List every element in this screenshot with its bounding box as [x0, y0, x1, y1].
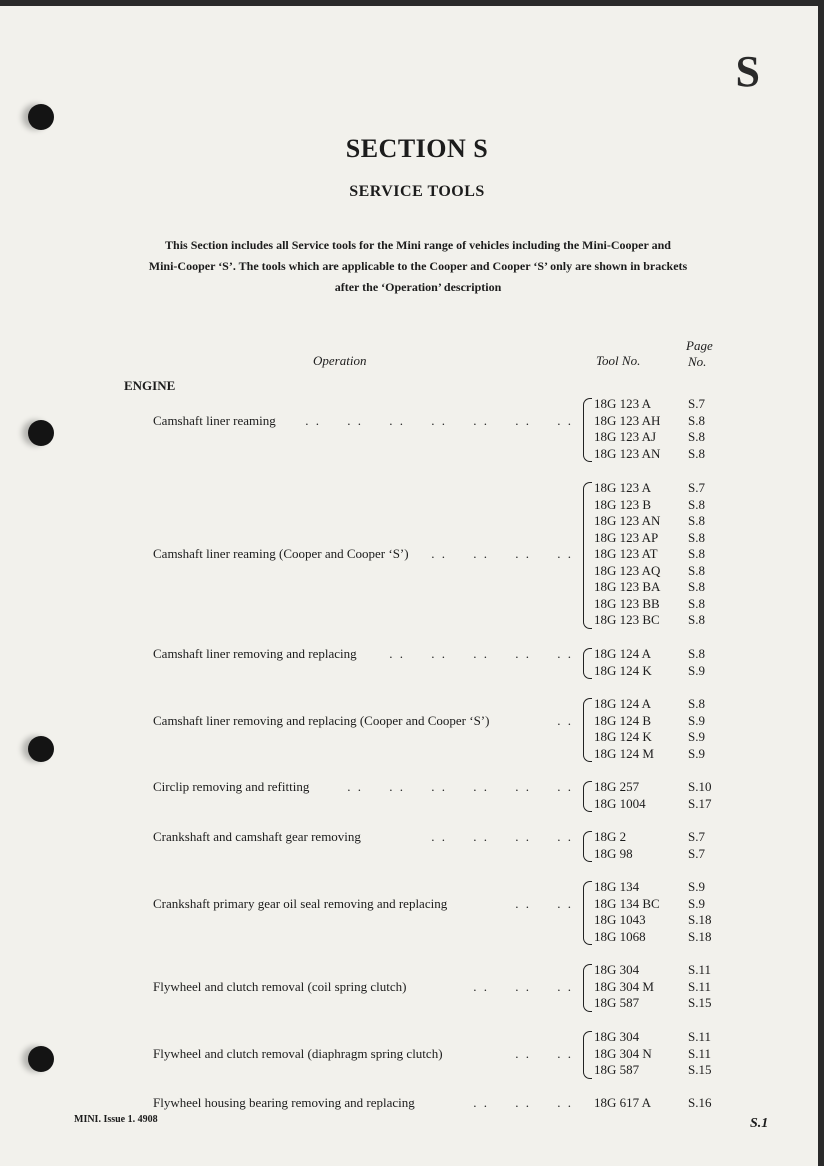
leader-dots: . .	[557, 712, 573, 728]
footer-page-number: S.1	[750, 1116, 769, 1131]
tool-group-brace	[583, 482, 592, 629]
leader-dots: . . . . . .	[473, 978, 573, 994]
leader-dots: . . . . . .	[473, 1095, 573, 1110]
page-reference: S.10	[688, 779, 712, 794]
page-reference: S.8	[688, 696, 705, 711]
page-reference: S.11	[688, 962, 711, 977]
page-subtitle: SERVICE TOOLS	[349, 183, 485, 200]
section-letter: S	[735, 47, 760, 96]
tool-number: 18G 134	[594, 879, 640, 894]
page-reference: S.7	[688, 396, 705, 411]
leader-dots: . . . . . . . .	[431, 546, 573, 561]
page-reference: S.8	[688, 412, 705, 428]
page-reference: S.8	[688, 546, 705, 561]
page-reference: S.8	[688, 496, 705, 512]
binder-hole	[28, 104, 54, 130]
tool-number: 18G 98	[594, 845, 633, 861]
page-reference: S.8	[688, 595, 705, 611]
tool-number: 18G 123 AP	[594, 529, 659, 545]
tool-number: 18G 123 AH	[594, 412, 661, 428]
tool-number: 18G 134 BC	[594, 895, 660, 911]
tool-number: 18G 123 BB	[594, 595, 660, 611]
page-reference: S.15	[688, 995, 712, 1010]
column-header-page: Page	[686, 338, 713, 353]
operation-name	[153, 1046, 573, 1063]
operation-label: Crankshaft primary gear oil seal removing and replacing	[153, 895, 448, 911]
leader-dots: . . . . . . . . . . . .	[347, 779, 573, 794]
operation-name	[153, 896, 573, 913]
operation-name	[153, 979, 573, 996]
tool-number: 18G 123 AN	[594, 513, 661, 528]
tool-number: 18G 124 A	[594, 646, 652, 661]
page-reference: S.11	[688, 1029, 711, 1044]
tool-number: 18G 123 B	[594, 496, 652, 512]
tool-number: 18G 617 A	[594, 1095, 652, 1110]
tool-number: 18G 124 B	[594, 712, 652, 728]
tool-number: 18G 123 AJ	[594, 429, 657, 444]
page-reference: S.8	[688, 529, 705, 545]
intro-line: Mini-Cooper ‘S’. The tools which are applicable to the Cooper and Cooper ‘S’ only are shown in brackets	[148, 259, 688, 273]
tool-number: 18G 123 BC	[594, 612, 660, 627]
tool-number: 18G 123 A	[594, 396, 652, 411]
page-reference: S.16	[688, 1095, 712, 1110]
page-reference: S.11	[688, 1045, 711, 1061]
intro-line: This Section includes all Service tools for the Mini range of vehicles including the Mini-Cooper and	[165, 238, 671, 252]
tool-number: 18G 123 AQ	[594, 562, 661, 578]
operation-label: Camshaft liner reaming (Cooper and Cooper ‘S’)	[153, 546, 409, 561]
tool-number: 18G 304 M	[594, 978, 654, 994]
tool-number: 18G 1068	[594, 928, 646, 944]
page-reference: S.8	[688, 562, 705, 578]
binder-hole	[28, 420, 54, 446]
tool-number: 18G 304	[594, 1029, 640, 1044]
operation-label: Camshaft liner reaming	[153, 412, 276, 428]
page-title: SECTION S	[345, 134, 489, 163]
tool-number: 18G 123 BA	[594, 579, 661, 594]
page-reference: S.9	[688, 662, 705, 678]
leader-dots: . . . .	[515, 1045, 573, 1061]
page-reference: S.17	[688, 795, 712, 811]
binder-hole	[28, 1046, 54, 1072]
tool-number: 18G 123 A	[594, 480, 652, 495]
tool-group-brace	[583, 881, 592, 945]
leader-dots: . . . . . . . .	[431, 829, 573, 844]
tool-number: 18G 124 K	[594, 729, 652, 744]
tool-group-brace	[583, 1031, 592, 1079]
tool-number: 18G 123 AN	[594, 445, 661, 461]
tool-number: 18G 123 AT	[594, 546, 658, 561]
page-reference: S.8	[688, 513, 705, 528]
page-reference: S.8	[688, 445, 705, 461]
tool-group-brace	[583, 398, 592, 462]
operation-label: Circlip removing and refitting	[153, 779, 310, 794]
tool-group-brace	[583, 964, 592, 1012]
page-reference: S.9	[688, 879, 705, 894]
footer-issue: MINI. Issue 1. 4908	[74, 1114, 158, 1125]
page-reference: S.8	[688, 612, 705, 627]
page-reference: S.7	[688, 829, 705, 844]
operation-name	[153, 779, 573, 796]
operation-name	[153, 546, 573, 563]
page-reference: S.7	[688, 845, 705, 861]
page-reference: S.18	[688, 928, 712, 944]
leader-dots: . . . . . . . . . . . . . .	[305, 412, 573, 428]
tool-group-brace	[583, 648, 592, 679]
page-reference: S.8	[688, 579, 705, 594]
operation-name	[153, 829, 573, 846]
operation-label: Camshaft liner removing and replacing	[153, 646, 357, 661]
tool-number: 18G 2	[594, 829, 627, 844]
tool-number: 18G 304	[594, 962, 640, 977]
page-reference: S.9	[688, 745, 705, 761]
page-reference: S.18	[688, 912, 712, 927]
operation-label: Flywheel housing bearing removing and replacing	[153, 1095, 415, 1110]
tool-group-brace	[583, 831, 592, 862]
page-reference: S.11	[688, 978, 711, 994]
page-reference: S.9	[688, 712, 705, 728]
column-header-page-no: No.	[688, 354, 707, 369]
page-reference: S.9	[688, 895, 705, 911]
operation-label: Camshaft liner removing and replacing (Cooper and Cooper ‘S’)	[153, 712, 490, 728]
operation-label: Flywheel and clutch removal (diaphragm spring clutch)	[153, 1045, 443, 1061]
tool-number: 18G 1004	[594, 795, 646, 811]
tool-group-brace	[583, 698, 592, 762]
page-reference: S.8	[688, 429, 705, 444]
operation-label: Flywheel and clutch removal (coil spring clutch)	[153, 978, 407, 994]
operation-name	[153, 413, 573, 430]
page-reference: S.9	[688, 729, 705, 744]
leader-dots: . . . . . . . . . .	[389, 646, 573, 661]
tool-group-brace	[583, 781, 592, 812]
tool-number: 18G 304 N	[594, 1045, 652, 1061]
operation-label: Crankshaft and camshaft gear removing	[153, 829, 361, 844]
tool-number: 18G 124 K	[594, 662, 652, 678]
page-reference: S.7	[688, 480, 705, 495]
tool-number: 18G 1043	[594, 912, 646, 927]
leader-dots: . . . .	[515, 895, 573, 911]
tool-number: 18G 124 M	[594, 745, 654, 761]
column-header-operation: Operation	[313, 353, 367, 368]
tool-number: 18G 587	[594, 995, 640, 1010]
manual-page	[0, 6, 818, 1166]
operation-name	[153, 1095, 573, 1112]
section-label-engine: ENGINE	[124, 378, 176, 393]
tool-number: 18G 124 A	[594, 696, 652, 711]
page-reference: S.15	[688, 1062, 712, 1077]
operation-name	[153, 713, 573, 730]
tool-number: 18G 587	[594, 1062, 640, 1077]
operation-name	[153, 646, 573, 663]
intro-line: after the ‘Operation’ description	[334, 280, 502, 294]
page-reference: S.8	[688, 646, 705, 661]
intro-paragraph	[118, 235, 718, 298]
column-header-tool-no: Tool No.	[596, 353, 641, 368]
tool-number: 18G 257	[594, 779, 640, 794]
binder-hole	[28, 736, 54, 762]
